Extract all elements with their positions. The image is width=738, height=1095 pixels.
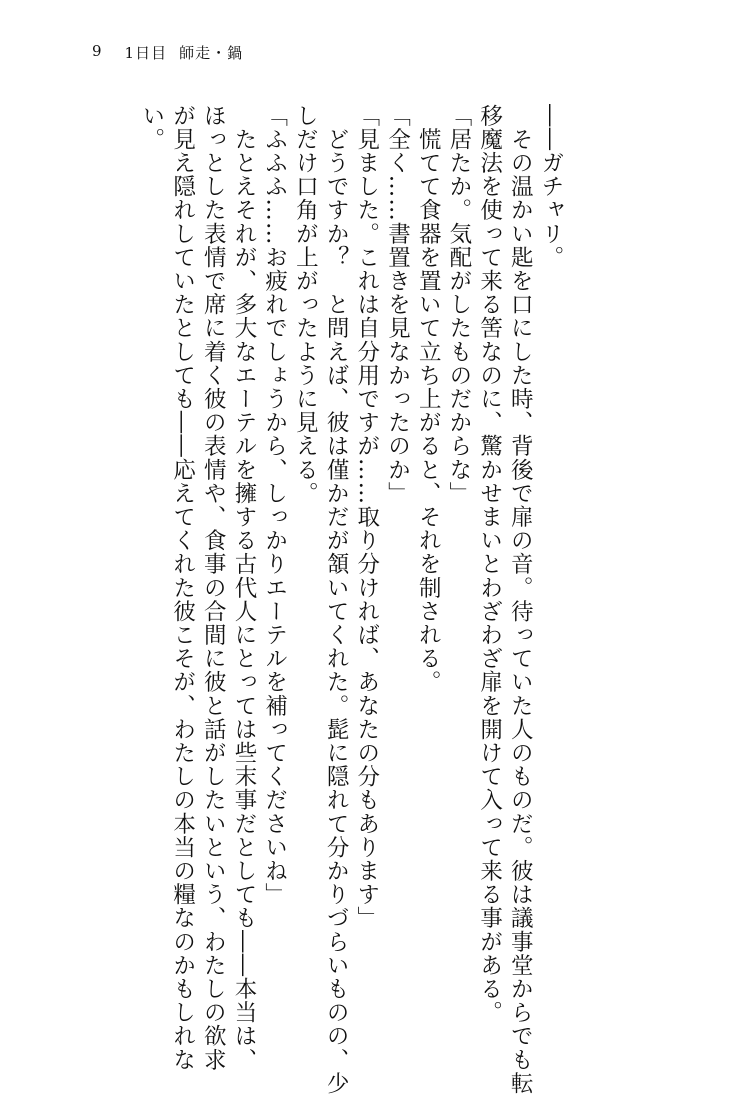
text-line: ――ガチャリ。 [538,104,564,270]
text-line: たとえそれが、多大なエーテルを擁する古代人にとっては些末事だとしても――本当は、 [230,104,257,1072]
text-line: その温かい匙を口にした時、背後で扉の音。待っていた人のものだ。彼は議事堂からでも転 [507,104,534,1095]
text-line: 「居たか。気配がしたものだからな」 [445,104,472,506]
text-line: い。 [138,104,165,152]
text-line: 「全く……書置きを見なかったのか」 [384,104,411,506]
text-line: が見え隠れしていたとしても――応えてくれた彼こそが、わたしの本当の糧なのかもしれな [169,104,196,1072]
text-line: 「ふふふ……お疲れでしょうから、しっかりエーテルを補ってくださいね」 [261,104,288,907]
page-number: 9 [92,42,103,60]
running-header [92,42,243,63]
chapter-title: 師走・鍋 [179,44,244,62]
text-line: どうですか？ と問えば、彼は僅かだが頷いてくれた。髭に隠れて分かりづらいものの、少 [323,104,350,1095]
text-line: 慌てて食器を置いて立ち上がると、それを制される。 [415,104,442,694]
text-line: しだけ口角が上がったように見える。 [292,104,319,506]
vertical-body-text [136,104,566,1095]
text-line: 移魔法を使って来る筈なのに、驚かせまいとわざわざ扉を開けて入って来る事がある。 [476,104,503,1025]
text-line: 「見ました。これは自分用ですが……取り分ければ、あなたの分もあります」 [353,104,380,930]
text-line: ほっとした表情で席に着く彼の表情や、食事の合間に彼と話がしたいという、わたしの欲求 [200,104,227,1072]
chapter-label: 1日目 [124,44,168,62]
